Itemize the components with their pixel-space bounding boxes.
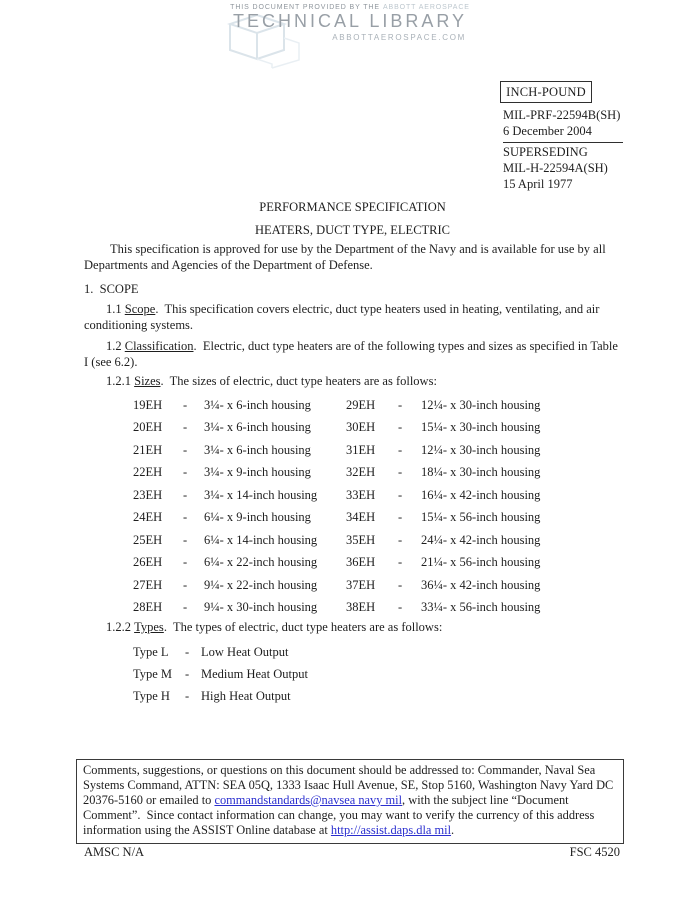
dash: - <box>183 397 188 412</box>
size-code: 21EH <box>133 442 163 457</box>
size-code: 29EH <box>346 397 376 412</box>
document-number: MIL-PRF-22594B(SH) <box>503 108 621 122</box>
dash: - <box>183 487 188 502</box>
dash: - <box>185 667 190 682</box>
size-row <box>84 552 621 575</box>
size-code: 33EH <box>346 487 376 502</box>
comments-text-3: . <box>451 822 455 837</box>
size-row <box>84 597 621 620</box>
technical-library-header <box>222 4 478 42</box>
section-1-2-2 <box>84 620 621 636</box>
size-row <box>84 484 621 507</box>
dash: - <box>398 555 403 570</box>
dash: - <box>398 420 403 435</box>
type-row <box>84 686 621 708</box>
document-designation <box>503 107 620 139</box>
size-code: 26EH <box>133 555 163 570</box>
size-desc: 3¼- x 6-inch housing <box>204 420 311 435</box>
dash: - <box>185 689 190 704</box>
dash: - <box>183 442 188 457</box>
section-1-1-keyword: Scope <box>124 302 156 316</box>
size-desc: 3¼- x 14-inch housing <box>204 487 318 502</box>
section-1-2-1-text: . The sizes of electric, duct type heaters are as follows: <box>160 374 437 388</box>
size-code: 31EH <box>346 442 376 457</box>
size-code: 38EH <box>346 600 376 615</box>
abbott-aerospace-text: ABBOTT AEROSPACE <box>382 4 470 11</box>
superseded-number: MIL-H-22594A(SH) <box>503 161 608 175</box>
dash: - <box>183 420 188 435</box>
spec-title-line1: PERFORMANCE SPECIFICATION <box>259 200 446 214</box>
approval-paragraph: This specification is approved for use by the Department of the Navy and is available for use by all Departments and Agencies of the Department of Defense. <box>84 242 606 272</box>
section-1-2-number: 1.2 <box>106 339 125 353</box>
section-1-1 <box>84 302 621 333</box>
size-desc: 15¼- x 56-inch housing <box>421 510 541 525</box>
size-desc: 36¼- x 42-inch housing <box>421 577 541 592</box>
size-code: 37EH <box>346 577 376 592</box>
section-1-2 <box>84 339 621 370</box>
size-desc: 9¼- x 30-inch housing <box>204 600 318 615</box>
technical-library-title: TECHNICAL LIBRARY <box>232 11 468 31</box>
section-1-2-text: . Electric, duct type heaters are of the following types and sizes as specified in Table I (see 6.2). <box>84 339 618 369</box>
section-1-2-1 <box>84 374 621 390</box>
dash: - <box>398 397 403 412</box>
dash: - <box>398 510 403 525</box>
dash: - <box>398 487 403 502</box>
inch-pound-badge <box>500 81 592 103</box>
type-code: Type M <box>133 667 173 682</box>
dash: - <box>183 465 188 480</box>
size-row <box>84 462 621 485</box>
comments-text-2: , with the subject line “Document Comment”. Since contact information can change, you may want to verify the currency of this address information using the ASSIST Online database at <box>83 792 595 837</box>
type-desc: Medium Heat Output <box>201 667 308 682</box>
size-row <box>84 394 621 417</box>
type-desc: Low Heat Output <box>201 644 289 659</box>
type-row <box>84 641 621 663</box>
section-1-2-2-text: . The types of electric, duct type heaters are as follows: <box>163 620 443 634</box>
size-row <box>84 507 621 530</box>
types-list <box>84 641 621 708</box>
size-desc: 3¼- x 9-inch housing <box>204 465 311 480</box>
section-1-1-text: . This specification covers electric, duct type heaters used in heating, ventilating, and air conditioning systems. <box>84 302 600 332</box>
dash: - <box>185 644 190 659</box>
size-desc: 9¼- x 22-inch housing <box>204 577 318 592</box>
section-1-2-1-number: 1.2.1 <box>106 374 135 388</box>
dash: - <box>183 510 188 525</box>
fsc-number: FSC 4520 <box>569 845 620 859</box>
dash: - <box>183 555 188 570</box>
size-desc: 18¼- x 30-inch housing <box>421 465 541 480</box>
size-desc: 6¼- x 14-inch housing <box>204 532 318 547</box>
website-text: ABBOTTAEROSPACE.COM <box>332 33 466 42</box>
provided-by-line <box>222 4 478 11</box>
size-code: 34EH <box>346 510 376 525</box>
size-code: 19EH <box>133 397 163 412</box>
section-1-2-keyword: Classification <box>124 339 194 353</box>
superseding-label: SUPERSEDING <box>503 145 588 159</box>
type-desc: High Heat Output <box>201 689 291 704</box>
email-link[interactable]: commandstandards@navsea navy mil <box>214 792 403 807</box>
document-date: 6 December 2004 <box>503 124 592 138</box>
section-1-2-1-keyword: Sizes <box>134 374 161 388</box>
section-1-2-2-number: 1.2.2 <box>106 620 135 634</box>
size-desc: 12¼- x 30-inch housing <box>421 397 541 412</box>
size-desc: 12¼- x 30-inch housing <box>421 442 541 457</box>
type-code: Type H <box>133 689 170 704</box>
type-row <box>84 663 621 685</box>
size-desc: 3¼- x 6-inch housing <box>204 442 311 457</box>
dash: - <box>398 600 403 615</box>
sizes-table <box>84 394 621 619</box>
size-code: 32EH <box>346 465 376 480</box>
size-code: 23EH <box>133 487 163 502</box>
size-code: 22EH <box>133 465 163 480</box>
dash: - <box>183 532 188 547</box>
size-desc: 3¼- x 6-inch housing <box>204 397 311 412</box>
scope-heading: 1. SCOPE <box>84 282 139 296</box>
size-desc: 21¼- x 56-inch housing <box>421 555 541 570</box>
size-code: 35EH <box>346 532 376 547</box>
comments-text-1: Comments, suggestions, or questions on this document should be addressed to: Commander, Naval Sea Systems Command, ATTN: SEA 05Q, 1333 Isaac Hull Avenue, SE, Stop 5160, Washington Navy Yard DC 20376-5160 or emailed to <box>83 763 614 807</box>
type-code: Type L <box>133 644 169 659</box>
comments-box <box>76 759 624 844</box>
size-code: 27EH <box>133 577 163 592</box>
size-row <box>84 574 621 597</box>
superseded-date: 15 April 1977 <box>503 177 573 191</box>
dash: - <box>398 442 403 457</box>
section-1-2-2-keyword: Types <box>134 620 164 634</box>
size-desc: 16¼- x 42-inch housing <box>421 487 541 502</box>
size-desc: 15¼- x 30-inch housing <box>421 420 541 435</box>
size-code: 30EH <box>346 420 376 435</box>
size-desc: 6¼- x 22-inch housing <box>204 555 318 570</box>
dash: - <box>183 577 188 592</box>
assist-database-link[interactable]: http://assist.daps.dla mil <box>330 822 452 837</box>
size-code: 24EH <box>133 510 163 525</box>
size-code: 28EH <box>133 600 163 615</box>
dash: - <box>398 577 403 592</box>
dash: - <box>398 465 403 480</box>
size-desc: 33¼- x 56-inch housing <box>421 600 541 615</box>
provided-by-text: THIS DOCUMENT PROVIDED BY THE <box>230 4 380 11</box>
size-row <box>84 529 621 552</box>
size-desc: 6¼- x 9-inch housing <box>204 510 311 525</box>
inch-pound-label: INCH-POUND <box>506 84 586 99</box>
section-1-1-number: 1.1 <box>106 302 125 316</box>
designation-divider <box>503 142 623 143</box>
amsc-number: AMSC N/A <box>84 845 145 859</box>
superseding-block <box>503 144 608 192</box>
size-code: 25EH <box>133 532 163 547</box>
size-code: 36EH <box>346 555 376 570</box>
size-row <box>84 417 621 440</box>
dash: - <box>398 532 403 547</box>
size-row <box>84 439 621 462</box>
spec-title-line2: HEATERS, DUCT TYPE, ELECTRIC <box>254 223 451 237</box>
size-code: 20EH <box>133 420 163 435</box>
size-desc: 24¼- x 42-inch housing <box>421 532 541 547</box>
dash: - <box>183 600 188 615</box>
